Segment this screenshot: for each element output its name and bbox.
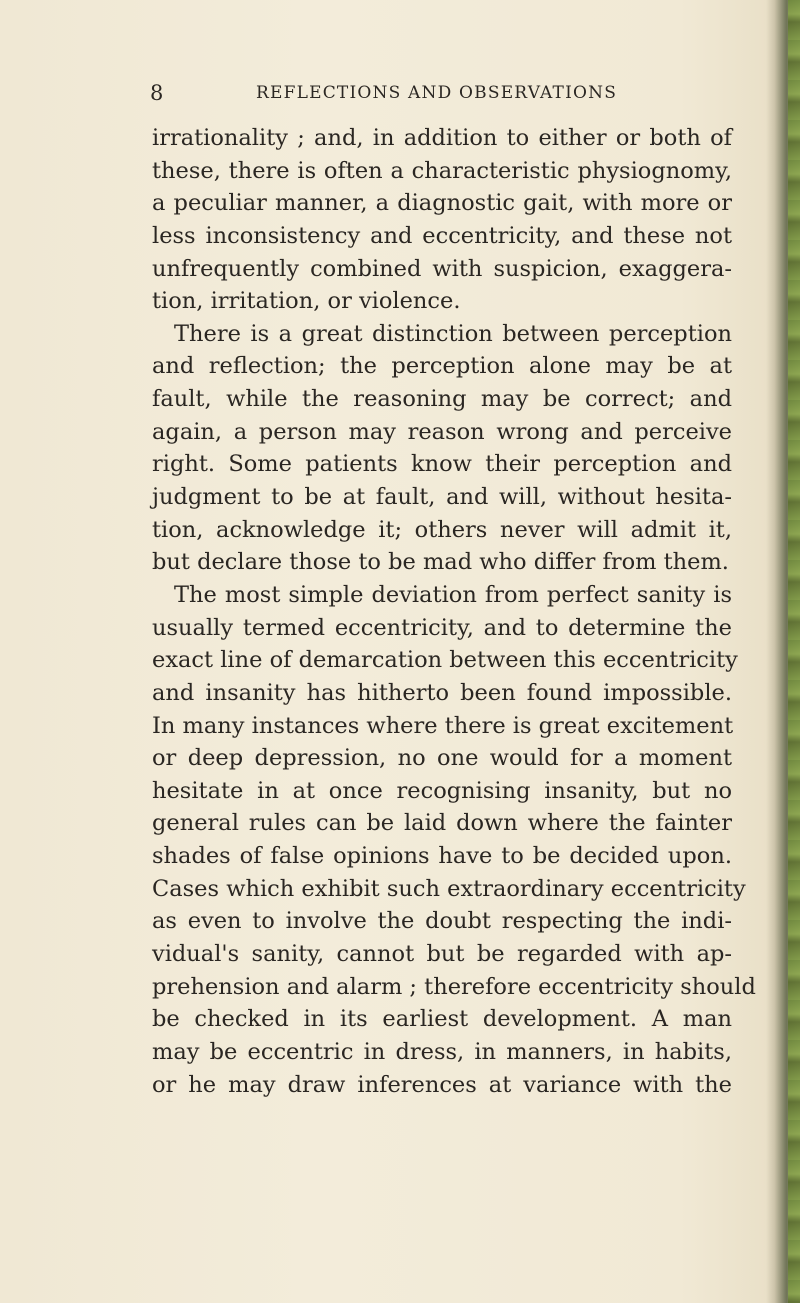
text-line: prehension and alarm ; therefore eccentricity should: [152, 973, 756, 1000]
text-line: judgment to be at fault, and will, without hesita-: [152, 484, 732, 511]
text-line: In many instances where there is great excitement: [152, 712, 734, 739]
text-line: unfrequently combined with suspicion, exaggera-: [152, 255, 732, 282]
text-line: irrationality ; and, in addition to either or both of: [152, 125, 732, 151]
text-line: less inconsistency and eccentricity, and these not: [152, 222, 732, 249]
text-line: hesitate in at once recognising insanity, but no: [152, 777, 732, 804]
text-line: and reflection; the perception alone may be at: [152, 353, 732, 380]
text-line: and insanity has hitherto been found impossible.: [152, 679, 732, 706]
text-line: The most simple deviation from perfect sanity is: [174, 581, 732, 608]
text-line: or he may draw inferences at variance with the: [152, 1071, 732, 1098]
running-head-title: REFLECTIONS AND OBSERVATIONS: [256, 83, 618, 103]
text-line: usually termed eccentricity, and to determine the: [152, 614, 732, 641]
text-line: There is a great distinction between perception: [174, 320, 732, 347]
running-head: [0, 78, 800, 108]
text-line: vidual's sanity, cannot but be regarded with ap-: [152, 941, 732, 968]
text-line: these, there is often a characteristic physiognomy,: [152, 157, 732, 184]
text-line: Cases which exhibit such extraordinary eccentricity: [152, 875, 746, 902]
text-line: right. Some patients know their perception and: [152, 451, 732, 478]
text-line: fault, while the reasoning may be correct; and: [152, 386, 732, 413]
text-line: exact line of demarcation between this eccentricity: [152, 647, 738, 674]
page-number: 8: [150, 81, 164, 105]
text-line: but declare those to be mad who differ from them.: [152, 549, 729, 576]
book-edge-strip: [788, 0, 800, 1303]
body-text: [152, 122, 756, 1101]
text-line: a peculiar manner, a diagnostic gait, with more or: [152, 190, 732, 217]
text-line: may be eccentric in dress, in manners, in habits,: [152, 1038, 732, 1065]
text-line: tion, irritation, or violence.: [152, 288, 461, 315]
text-line: again, a person may reason wrong and perceive: [152, 418, 732, 445]
text-line: or deep depression, no one would for a moment: [152, 745, 732, 772]
text-line: general rules can be laid down where the fainter: [152, 810, 732, 837]
text-line: be checked in its earliest development. A man: [152, 1006, 732, 1033]
text-line: shades of false opinions have to be decided upon.: [152, 843, 732, 870]
text-line: tion, acknowledge it; others never will admit it,: [152, 516, 732, 543]
text-line: as even to involve the doubt respecting the indi-: [152, 908, 732, 935]
